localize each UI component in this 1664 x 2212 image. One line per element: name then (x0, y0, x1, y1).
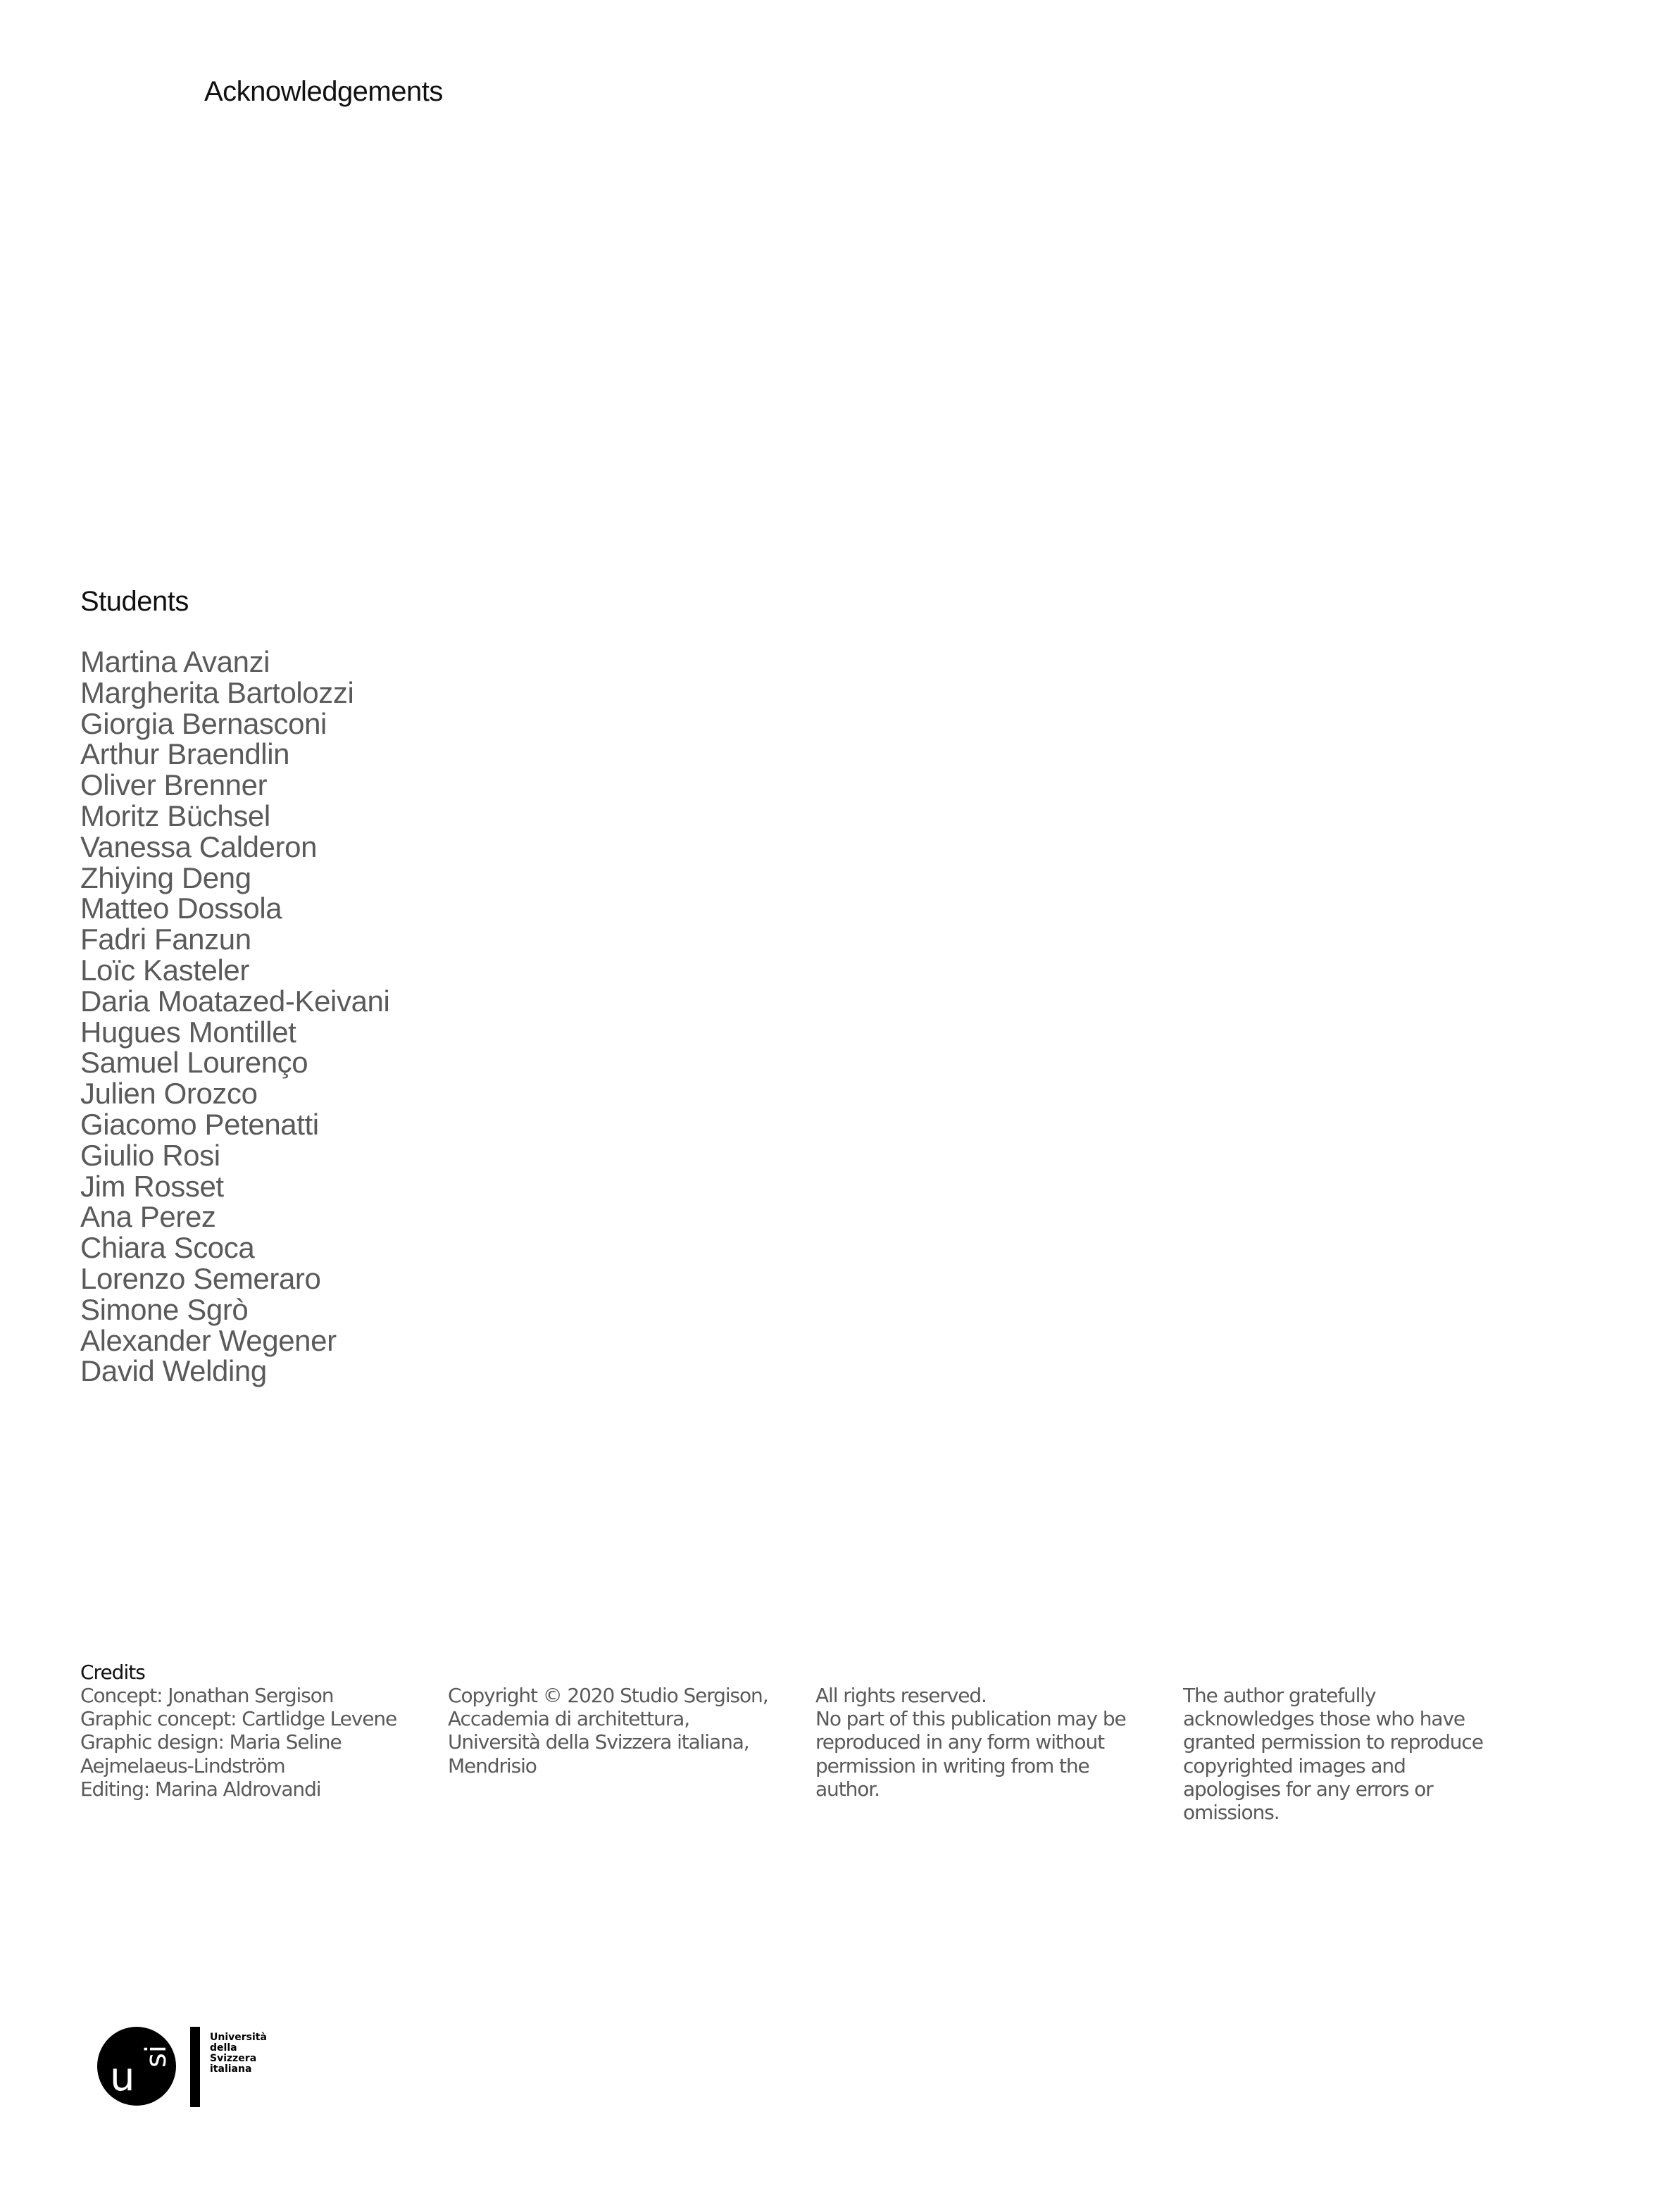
credits-line: copyrighted images and (1183, 1754, 1406, 1777)
credits-line: Graphic concept: Cartlidge Levene (80, 1707, 397, 1731)
student-name: Lorenzo Semeraro (80, 1261, 321, 1295)
student-name: Margherita Bartolozzi (80, 675, 354, 709)
credits-line: granted permission to reproduce (1183, 1730, 1483, 1754)
credits-line: omissions. (1183, 1801, 1280, 1825)
student-name: Jim Rosset (80, 1169, 224, 1203)
student-name: Moritz Büchsel (80, 799, 270, 832)
usi-logo-text-line: della (210, 2042, 237, 2054)
usi-logo-text-line: italiana (210, 2063, 252, 2075)
credits-column-rights (815, 1684, 1183, 1824)
usi-logo-bar (190, 2027, 200, 2107)
page-title: Acknowledgements (204, 76, 443, 107)
usi-logo-si: si (140, 2045, 173, 2068)
credits-line: permission in writing from the (815, 1754, 1089, 1777)
usi-logo-text-line: Svizzera (210, 2053, 257, 2064)
credits-line: author. (815, 1777, 880, 1801)
student-name: Arthur Braendlin (80, 737, 290, 771)
credits-line: acknowledges those who have (1183, 1707, 1465, 1731)
student-name: Chiara Scoca (80, 1231, 255, 1265)
student-name: Vanessa Calderon (80, 830, 318, 863)
credits-line: Editing: Marina Aldrovandi (80, 1777, 321, 1801)
credits-line: Mendrisio (448, 1754, 537, 1777)
student-name: Zhiying Deng (80, 861, 251, 894)
credits-line: Copyright © 2020 Studio Sergison, (448, 1684, 768, 1707)
student-name: Julien Orozco (80, 1077, 258, 1111)
credits-line: Concept: Jonathan Sergison (80, 1684, 334, 1707)
credits-line: Accademia di architettura, (448, 1707, 690, 1731)
usi-logo-u: u (110, 2054, 135, 2100)
credits-line: Aejmelaeus-Lindström (80, 1754, 285, 1777)
credits-column-permissions (1183, 1684, 1551, 1824)
student-name: Giulio Rosi (80, 1138, 220, 1172)
student-name: Daria Moatazed-Keivani (80, 984, 390, 1018)
student-name: Martina Avanzi (80, 645, 270, 678)
student-name: Matteo Dossola (80, 892, 282, 925)
credits-line: No part of this publication may be (815, 1707, 1126, 1731)
credits-line: Graphic design: Maria Seline (80, 1730, 342, 1754)
students-heading: Students (80, 586, 189, 617)
credits-line: reproduced in any form without (815, 1730, 1104, 1754)
students-list (80, 646, 389, 1387)
student-name: Hugues Montillet (80, 1015, 296, 1049)
credits-column-contributors (80, 1684, 448, 1824)
credits-line: The author gratefully (1183, 1684, 1376, 1707)
student-name: Loïc Kasteler (80, 953, 249, 987)
credits-line: Università della Svizzera italiana, (448, 1730, 749, 1754)
usi-logo-text-line: Università (210, 2032, 267, 2043)
student-name: Oliver Brenner (80, 768, 268, 802)
credits-column-copyright (448, 1684, 815, 1824)
student-name: Giorgia Bernasconi (80, 706, 327, 740)
student-name: David Welding (80, 1354, 267, 1388)
credits-line: All rights reserved. (815, 1684, 987, 1707)
usi-logo (97, 2027, 280, 2111)
student-name: Fadri Fanzun (80, 923, 251, 956)
student-name: Ana Perez (80, 1200, 216, 1234)
usi-logo-circle-icon (97, 2027, 176, 2106)
credits-heading: Credits (80, 1661, 145, 1684)
student-name: Giacomo Petenatti (80, 1107, 319, 1141)
credits-section (80, 1661, 1587, 1824)
student-name: Samuel Lourenço (80, 1046, 308, 1080)
credits-columns (80, 1684, 1587, 1824)
student-name: Simone Sgrò (80, 1292, 249, 1326)
usi-logo-text (210, 2032, 267, 2075)
student-name: Alexander Wegener (80, 1323, 337, 1357)
credits-line: apologises for any errors or (1183, 1777, 1433, 1801)
